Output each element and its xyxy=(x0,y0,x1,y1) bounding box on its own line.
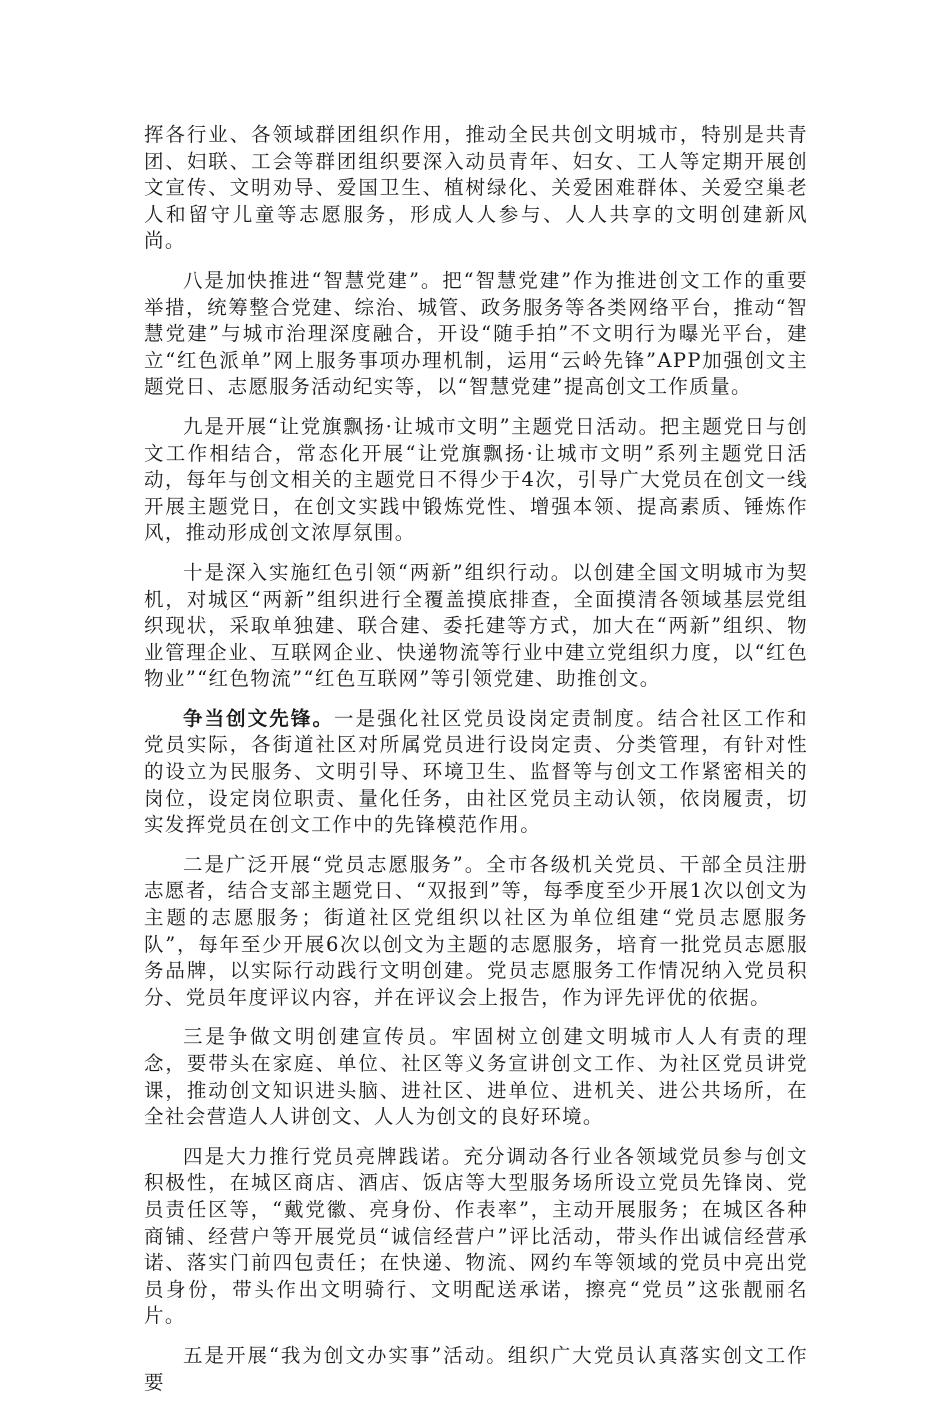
paragraph-1 xyxy=(144,122,808,255)
paragraph-text: 四是大力推行党员亮牌践诺。充分调动各行业各领域党员参与创文积极性，在城区商店、酒店、饭店等大型服务场所设立党员先锋岗、党员责任区等，“戴党徽、亮身份、作表率”，主动开展服务；在城区各种商铺、经营户等开展党员“诚信经营户”评比活动，带头作出诚信经营承诺、落实门前四包责任；在快递、物流、网约车等领域的党员中亮出党员身份，带头作出文明骑行、文明配送承诺，擦亮“党员”这张靓丽名片。 xyxy=(144,1144,808,1328)
paragraph-text: 八是加快推进“智慧党建”。把“智慧党建”作为推进创文工作的重要举措，统筹整合党建、综治、城管、政务服务等各类网络平台，推动“智慧党建”与城市治理深度融合，开设“随手拍”不文明行为曝光平台，建立“红色派单”网上服务事项办理机制，运用“云岭先锋”APP加强创文主题党日、志愿服务活动纪实等，以“智慧党建”提高创文工作质量。 xyxy=(144,268,808,399)
paragraph-text: 一是强化社区党员设岗定责制度。结合社区工作和党员实际，各街道社区对所属党员进行设岗定责、分类管理，有针对性的设立为民服务、文明引导、环境卫生、监督等与创文工作紧密相关的岗位，设定岗位职责、量化任务，由社区党员主动认领，依岗履责，切实发挥党员在创文工作中的先锋模范作用。 xyxy=(144,706,808,837)
paragraph-4 xyxy=(144,560,808,693)
paragraph-text: 挥各行业、各领域群团组织作用，推动全民共创文明城市，特别是共青团、妇联、工会等群团组织要深入动员青年、妇女、工人等定期开展创文宣传、文明劝导、爱国卫生、植树绿化、关爱困难群体、关爱空巢老人和留守儿童等志愿服务，形成人人参与、人人共享的文明创建新风尚。 xyxy=(144,123,808,253)
paragraph-text: 二是广泛开展“党员志愿服务”。全市各级机关党员、干部全员注册志愿者，结合支部主题党日、“双报到”等，每季度至少开展1次以创文为主题的志愿服务；街道社区党组织以社区为单位组建“党员志愿服务队”，每年至少开展6次以创文为主题的志愿服务，培育一批党员志愿服务品牌，以实际行动践行文明创建。党员志愿服务工作情况纳入党员积分、党员年度评议内容，并在评议会上报告，作为评先评优的依据。 xyxy=(144,852,808,1009)
paragraph-text: 五是开展“我为创文办实事”活动。组织广大党员认真落实创文工作要 xyxy=(144,1343,808,1394)
paragraph-text: 十是深入实施红色引领“两新”组织行动。以创建全国文明城市为契机，对城区“两新”组织进行全覆盖摸底排查，全面摸清各领域基层党组织现状，采取单独建、联合建、委托建等方式，加大在“两新”组织、物业管理企业、互联网企业、快递物流等行业中建立党组织力度，以“红色物业”“红色物流”“红色互联网”等引领党建、助推创文。 xyxy=(144,560,808,691)
section-heading: 争当创文先锋。 xyxy=(183,706,335,730)
paragraph-2 xyxy=(144,268,808,401)
paragraph-5 xyxy=(144,706,808,839)
paragraph-8 xyxy=(144,1144,808,1330)
paragraph-9 xyxy=(144,1343,808,1396)
paragraph-6 xyxy=(144,852,808,1012)
paragraph-text: 三是争做文明创建宣传员。牢固树立创建文明城市人人有责的理念，要带头在家庭、单位、社区等义务宣讲创文工作、为社区党员讲党课，推动创文知识进头脑、进社区、进单位、进机关、进公共场所，在全社会营造人人讲创文、人人为创文的良好环境。 xyxy=(144,1025,808,1129)
paragraph-7 xyxy=(144,1024,808,1130)
document-body xyxy=(144,122,808,1409)
paragraph-3 xyxy=(144,414,808,547)
paragraph-text: 九是开展“让党旗飘扬·让城市文明”主题党日活动。把主题党日与创文工作相结合，常态化开展“让党旗飘扬·让城市文明”系列主题党日活动，每年与创文相关的主题党日不得少于4次，引导广大党员在创文一线开展主题党日，在创文实践中锻炼党性、增强本领、提高素质、锤炼作风，推动形成创文浓厚氛围。 xyxy=(144,414,808,545)
